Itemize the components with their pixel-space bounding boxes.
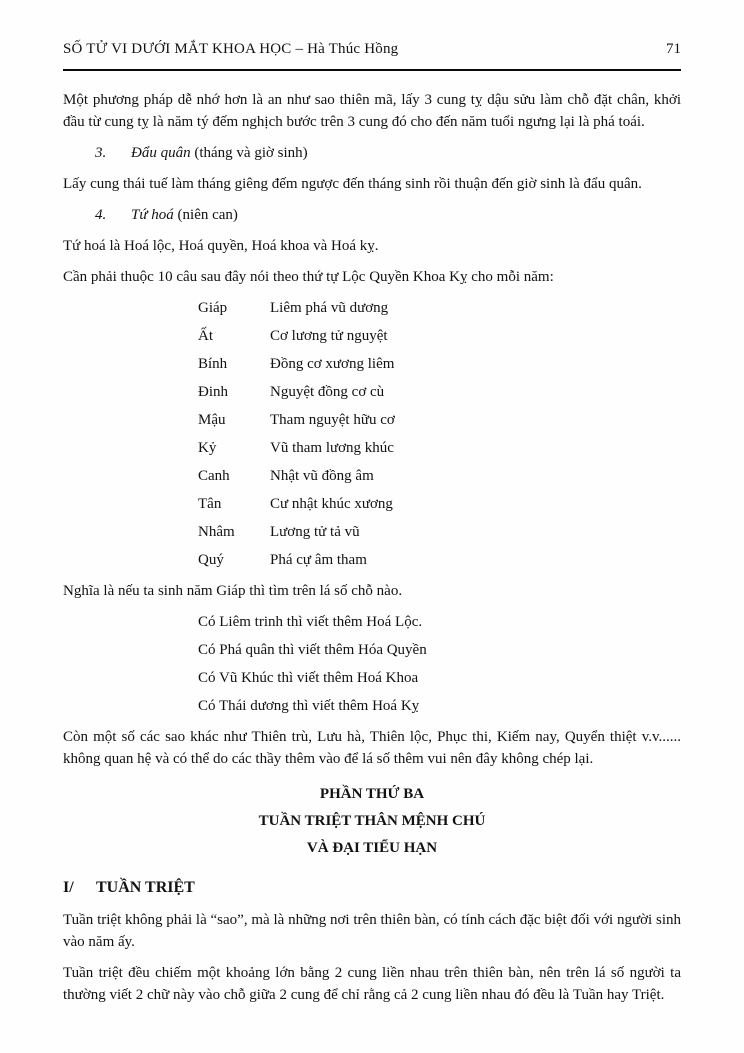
paragraph-method-intro: Một phương pháp dễ nhớ hơn là an như sao thiên mã, lấy 3 cung tỵ dậu sửu làm chỗ đặt chân, khởi đầu từ cung tỵ là năm tý đếm nghịch bước trên 3 cung đó cho đến năm tuổi ngưng lại là phá toái. xyxy=(63,92,681,130)
section-heading-tuan-triet xyxy=(63,876,681,899)
list-item: Có Phá quân thì viết thêm Hóa Quyền xyxy=(198,642,427,658)
can-stars: Cơ lương tử nguyệt xyxy=(270,328,388,344)
can-name: Kỷ xyxy=(198,440,217,456)
paragraph-other-stars: Còn một số các sao khác như Thiên trù, Lưu hà, Thiên lộc, Phục thi, Kiếm nay, Quyển thiệt v.v...... không quan hệ và có thể do các thầy thêm vào để lá số thêm vui nên đây không chép lại. xyxy=(63,729,681,767)
section-numeral: I/ xyxy=(63,879,74,896)
can-stars: Lương tử tả vũ xyxy=(270,524,360,540)
can-stars: Liêm phá vũ dương xyxy=(270,300,389,316)
can-stars: Đồng cơ xương liêm xyxy=(270,356,395,372)
can-name: Quý xyxy=(198,552,224,568)
can-stars: Nguyệt đồng cơ cù xyxy=(270,384,385,400)
can-name: Giáp xyxy=(198,300,228,316)
page-header xyxy=(63,38,681,71)
page-number: 71 xyxy=(666,41,681,57)
can-name: Bính xyxy=(198,356,228,372)
can-name: Ất xyxy=(198,328,213,344)
table-row xyxy=(198,493,681,515)
numbered-item-3 xyxy=(63,142,681,164)
can-name: Đinh xyxy=(198,384,228,400)
paragraph-tuan-triet-2: Tuần triệt đều chiếm một khoảng lớn bằng 2 cung liền nhau trên thiên bàn, nên trên lá số người ta thường viết 2 chữ này vào chỗ giữa 2 cung để chỉ rằng cả 2 cung liền nhau đó đều là Tuần hay Triệt. xyxy=(63,965,681,1003)
part-heading-line-2: TUẦN TRIỆT THÂN MỆNH CHÚ xyxy=(258,813,486,829)
part-heading-line-1: PHẦN THỨ BA xyxy=(319,786,425,802)
table-row xyxy=(198,325,681,347)
paragraph-dau-quan: Lấy cung thái tuế làm tháng giêng đếm ngược đến tháng sinh rồi thuận đến giờ sinh là đẩu quân. xyxy=(63,176,642,192)
part-heading xyxy=(63,781,681,862)
can-stars: Vũ tham lương khúc xyxy=(270,440,394,456)
list-item: Có Vũ Khúc thì viết thêm Hoá Khoa xyxy=(198,670,419,686)
can-name: Tân xyxy=(198,496,222,512)
item-4-number: 4. xyxy=(95,207,107,223)
can-stars: Nhật vũ đồng âm xyxy=(270,468,374,484)
example-list xyxy=(198,611,681,717)
table-row xyxy=(198,381,681,403)
item-4-note: (niên can) xyxy=(177,207,238,223)
paragraph-tu-hoa-def: Tứ hoá là Hoá lộc, Hoá quyền, Hoá khoa và Hoá kỵ. xyxy=(63,238,379,254)
can-name: Canh xyxy=(198,468,230,484)
numbered-item-4 xyxy=(63,204,681,226)
part-heading-line-3: VÀ ĐẠI TIỂU HẠN xyxy=(306,840,438,856)
section-title: TUẦN TRIỆT xyxy=(96,879,195,896)
paragraph-example-intro: Nghĩa là nếu ta sinh năm Giáp thì tìm trên lá số chỗ nào. xyxy=(63,583,403,599)
list-item: Có Thái dương thì viết thêm Hoá Kỵ xyxy=(198,698,420,714)
can-name: Mậu xyxy=(198,412,226,428)
can-stars: Tham nguyệt hữu cơ xyxy=(270,412,395,428)
page-content xyxy=(63,89,681,1006)
paragraph-tuan-triet-1: Tuần triệt không phải là “sao”, mà là những nơi trên thiên bàn, có tính cách đặc biệt đối với người sinh vào năm ấy. xyxy=(63,912,681,950)
can-name: Nhâm xyxy=(198,524,235,540)
table-row xyxy=(198,465,681,487)
can-star-table xyxy=(198,297,681,571)
paragraph-can-list-intro: Cần phải thuộc 10 câu sau đây nói theo thứ tự Lộc Quyền Khoa Kỵ cho mỗi năm: xyxy=(63,269,554,285)
table-row xyxy=(198,521,681,543)
can-stars: Cư nhật khúc xương xyxy=(270,496,393,512)
item-4-term: Tứ hoá xyxy=(131,207,174,223)
table-row xyxy=(198,437,681,459)
table-row xyxy=(198,297,681,319)
running-header-title: SỐ TỬ VI DƯỚI MẮT KHOA HỌC – Hà Thúc Hồng xyxy=(63,41,399,57)
table-row xyxy=(198,353,681,375)
can-stars: Phá cự âm tham xyxy=(270,552,367,568)
item-3-number: 3. xyxy=(95,145,107,161)
item-3-term: Đẩu quân xyxy=(131,145,191,161)
table-row xyxy=(198,409,681,431)
item-3-note: (tháng và giờ sinh) xyxy=(194,145,308,161)
table-row xyxy=(198,549,681,571)
list-item: Có Liêm trinh thì viết thêm Hoá Lộc. xyxy=(198,614,423,630)
